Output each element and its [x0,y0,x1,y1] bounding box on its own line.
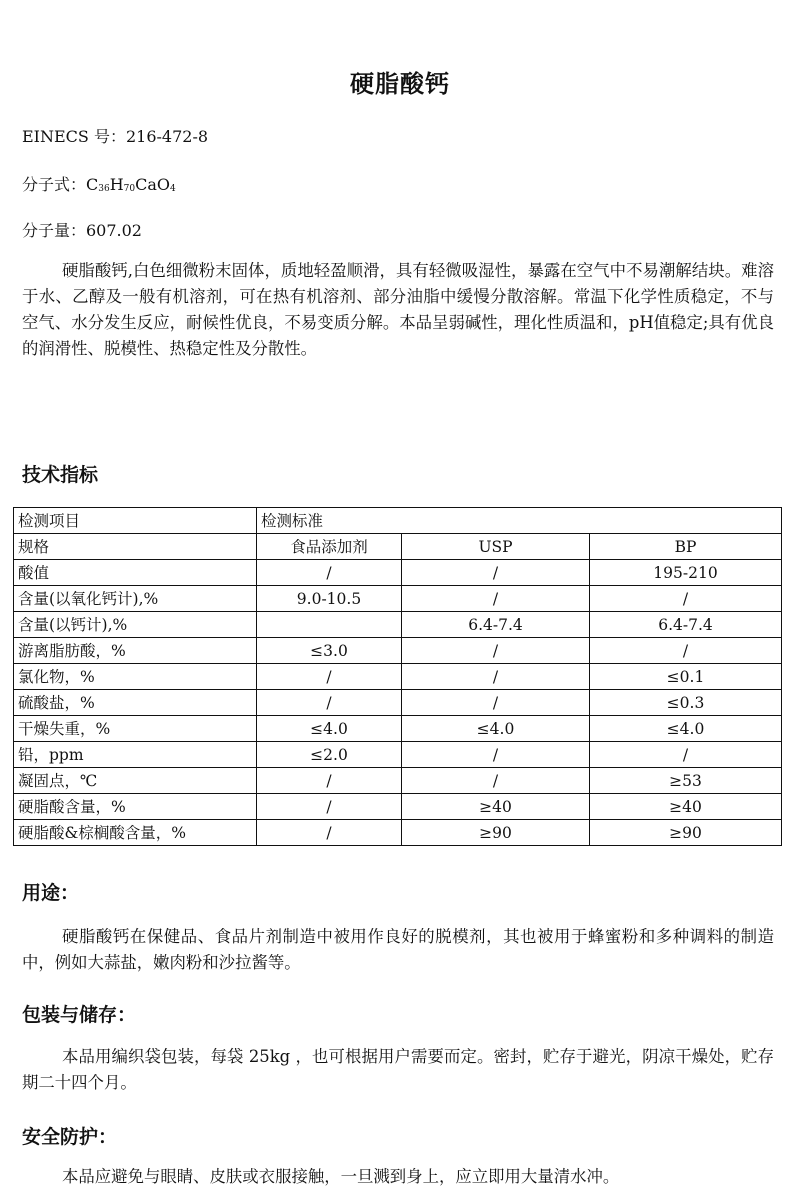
molecular-formula [22,172,176,195]
formula-h-count: 70 [123,184,136,194]
table-row [14,560,782,586]
table-cell-value: / [590,742,782,768]
table-cell-item: 含量(以钙计),% [14,612,257,638]
table-cell-item: 铅，ppm [14,742,257,768]
table-cell-item: 凝固点，℃ [14,768,257,794]
spec-table [13,507,782,846]
table-row [14,638,782,664]
table-cell-value [257,612,402,638]
table-cell-value: ≥40 [590,794,782,820]
product-description: 硬脂酸钙,白色细微粉末固体，质地轻盈顺滑，具有轻微吸湿性，暴露在空气中不易潮解结块。难溶于水、乙醇及一般有机溶剂，可在热有机溶剂、部分油脂中缓慢分散溶解。常温下化学性质稳定，不与空气、水分发生反应，耐候性优良，不易变质分解。本品呈弱碱性，理化性质温和，pH值稳定;具有优良的润滑性、脱模性、热稳定性及分散性。 [22,261,774,358]
table-cell-value: ≥53 [590,768,782,794]
table-cell-item: 规格 [14,534,257,560]
header-cell-item: 检测项目 [14,508,257,534]
table-cell-value: ≤0.3 [590,690,782,716]
table-cell-value: ≤4.0 [257,716,402,742]
packaging-text: 本品用编织袋包装，每袋 25kg ，也可根据用户需要而定。密封，贮存于避光，阴凉干燥处，贮存期二十四个月。 [22,1047,774,1092]
safety-heading: 安全防护： [22,1126,118,1148]
formula-c: C [86,175,99,194]
table-cell-value: 食品添加剂 [257,534,402,560]
table-cell-value: ≤4.0 [402,716,590,742]
table-cell-item: 硬脂酸含量，% [14,794,257,820]
table-cell-value: ≤0.1 [590,664,782,690]
use-text: 硬脂酸钙在保健品、食品片剂制造中被用作良好的脱模剂，其也被用于蜂蜜粉和多种调料的制造中，例如大蒜盐，嫩肉粉和沙拉酱等。 [22,927,774,972]
table-row [14,716,782,742]
table-cell-value: / [257,768,402,794]
table-cell-value: / [402,690,590,716]
table-cell-value: / [257,794,402,820]
table-cell-value: / [402,664,590,690]
table-cell-value: / [402,768,590,794]
table-row [14,768,782,794]
formula-c-count: 36 [98,184,110,194]
spec-heading: 技术指标 [22,464,99,486]
page-title: 硬脂酸钙 [350,70,450,98]
table-cell-value: ≤2.0 [257,742,402,768]
table-cell-value: / [257,690,402,716]
table-row [14,586,782,612]
einecs-number: EINECS 号：216-472-8 [22,127,209,146]
table-cell-value: ≤3.0 [257,638,402,664]
formula-h: H [109,175,124,194]
formula-label: 分子式： [22,175,87,194]
table-row [14,820,782,846]
table-row [14,690,782,716]
table-cell-value: / [257,560,402,586]
use-heading: 用途： [22,882,80,904]
table-cell-value: ≥90 [590,820,782,846]
formula-cao: CaO [135,175,171,194]
table-cell-value: 6.4-7.4 [590,612,782,638]
table-cell-item: 硫酸盐，% [14,690,257,716]
table-cell-value: ≥40 [402,794,590,820]
table-cell-value: / [402,586,590,612]
molecular-weight: 分子量：607.02 [22,221,142,240]
table-cell-value: / [257,664,402,690]
table-cell-value: 195-210 [590,560,782,586]
table-cell-value: 9.0-10.5 [257,586,402,612]
table-row [14,794,782,820]
table-header-row [14,508,782,534]
table-cell-item: 游离脂肪酸，% [14,638,257,664]
table-cell-value: / [590,586,782,612]
formula-o-count: 4 [170,184,176,194]
table-cell-item: 干燥失重，% [14,716,257,742]
table-cell-value: / [257,820,402,846]
table-cell-value: ≤4.0 [590,716,782,742]
table-cell-item: 酸值 [14,560,257,586]
table-row [14,742,782,768]
safety-text: 本品应避免与眼睛、皮肤或衣服接触，一旦溅到身上，应立即用大量清水冲。 [62,1167,620,1186]
table-cell-item: 硬脂酸&棕榈酸含量，% [14,820,257,846]
table-cell-value: ≥90 [402,820,590,846]
table-cell-value: / [402,560,590,586]
table-cell-value: BP [590,534,782,560]
table-row [14,612,782,638]
table-cell-value: 6.4-7.4 [402,612,590,638]
table-cell-item: 含量(以氧化钙计),% [14,586,257,612]
table-cell-value: USP [402,534,590,560]
table-cell-item: 氯化物，% [14,664,257,690]
table-cell-value: / [402,638,590,664]
table-cell-value: / [590,638,782,664]
header-cell-standard: 检测标准 [257,508,782,534]
packaging-heading: 包装与储存： [22,1004,137,1026]
table-cell-value: / [402,742,590,768]
table-row [14,534,782,560]
table-row [14,664,782,690]
